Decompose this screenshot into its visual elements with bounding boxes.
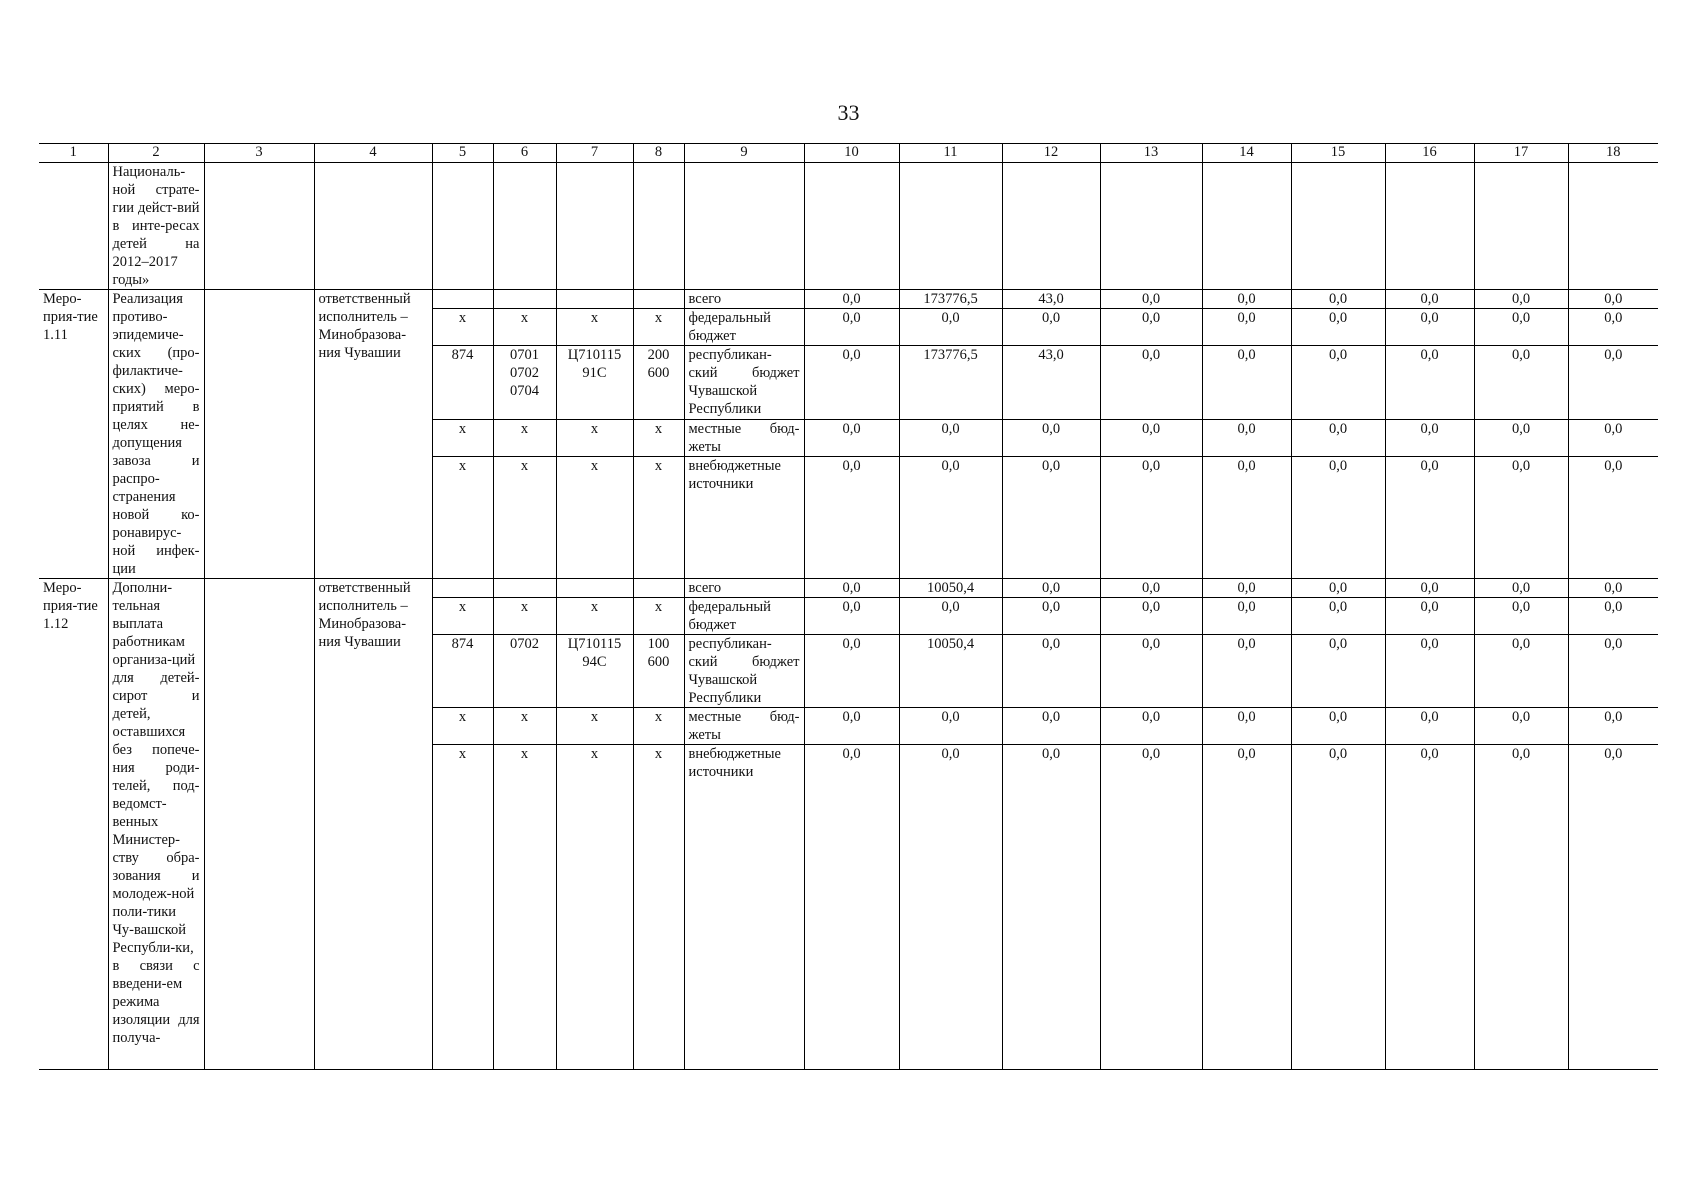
code-cell: x: [633, 457, 684, 579]
table-row: [39, 579, 1658, 598]
activity-label: Меро-прия-тие 1.11: [39, 290, 108, 579]
funding-source: республикан-ский бюджет Чувашской Республики: [684, 635, 804, 708]
amount-cell: 0,0: [1202, 708, 1291, 745]
header-cell: 9: [684, 144, 804, 163]
amount-cell: 0,0: [1385, 419, 1474, 456]
code-cell: x: [633, 419, 684, 456]
code-cell: x: [493, 708, 556, 745]
amount-cell: 0,0: [1002, 635, 1100, 708]
code-cell: x: [493, 419, 556, 456]
table-row: [39, 290, 1658, 309]
amount-cell: 0,0: [1474, 708, 1568, 745]
budget-table: [39, 143, 1658, 1070]
code-cell: x: [633, 309, 684, 346]
code-cell: Ц710115 91С: [556, 346, 633, 419]
amount-cell: 0,0: [1568, 635, 1658, 708]
funding-source: внебюджетные источники: [684, 745, 804, 1070]
amount-cell: 0,0: [899, 598, 1002, 635]
amount-cell: 10050,4: [899, 579, 1002, 598]
amount-cell: 0,0: [1474, 745, 1568, 1070]
code-cell: [432, 290, 493, 309]
header-row: [39, 144, 1658, 163]
funding-source: местные бюд-жеты: [684, 708, 804, 745]
header-cell: 1: [39, 144, 108, 163]
amount-cell: 0,0: [1568, 419, 1658, 456]
header-cell: 17: [1474, 144, 1568, 163]
executor: ответственный исполнитель – Минобразова-ния Чувашии: [314, 290, 432, 579]
amount-cell: 0,0: [1100, 290, 1202, 309]
code-cell: [493, 579, 556, 598]
code-cell: x: [493, 309, 556, 346]
amount-cell: 0,0: [804, 457, 899, 579]
funding-source: федеральный бюджет: [684, 309, 804, 346]
code-cell: x: [556, 745, 633, 1070]
header-cell: 11: [899, 144, 1002, 163]
amount-cell: 0,0: [1568, 708, 1658, 745]
funding-source: федеральный бюджет: [684, 598, 804, 635]
empty-cell: [1568, 163, 1658, 290]
empty-cell: [1291, 163, 1385, 290]
amount-cell: 0,0: [1385, 457, 1474, 579]
amount-cell: 0,0: [1291, 635, 1385, 708]
empty-cell: [204, 163, 314, 290]
amount-cell: 0,0: [899, 708, 1002, 745]
amount-cell: 0,0: [1291, 745, 1385, 1070]
code-cell: x: [432, 708, 493, 745]
amount-cell: 0,0: [899, 457, 1002, 579]
amount-cell: 0,0: [1002, 598, 1100, 635]
code-cell: 100 600: [633, 635, 684, 708]
amount-cell: 0,0: [899, 309, 1002, 346]
code-cell: x: [493, 745, 556, 1070]
code-cell: 874: [432, 346, 493, 419]
header-cell: 7: [556, 144, 633, 163]
amount-cell: 0,0: [1202, 309, 1291, 346]
amount-cell: 0,0: [1474, 419, 1568, 456]
empty-cell: [1385, 163, 1474, 290]
funding-source: республикан-ский бюджет Чувашской Республики: [684, 346, 804, 419]
amount-cell: 0,0: [1100, 457, 1202, 579]
amount-cell: 0,0: [1100, 745, 1202, 1070]
amount-cell: 0,0: [1385, 745, 1474, 1070]
code-cell: x: [633, 598, 684, 635]
code-cell: x: [432, 598, 493, 635]
empty-cell: [899, 163, 1002, 290]
amount-cell: 0,0: [1202, 346, 1291, 419]
empty-cell: [1474, 163, 1568, 290]
header-cell: 3: [204, 144, 314, 163]
amount-cell: 0,0: [1568, 290, 1658, 309]
amount-cell: 0,0: [1291, 598, 1385, 635]
amount-cell: 0,0: [1474, 346, 1568, 419]
code-cell: 0702: [493, 635, 556, 708]
empty-cell: [204, 579, 314, 1070]
code-cell: 0701 0702 0704: [493, 346, 556, 419]
amount-cell: 0,0: [1100, 419, 1202, 456]
amount-cell: 0,0: [899, 419, 1002, 456]
amount-cell: 0,0: [804, 309, 899, 346]
amount-cell: 0,0: [1202, 635, 1291, 708]
funding-source: внебюджетные источники: [684, 457, 804, 579]
code-cell: [633, 579, 684, 598]
amount-cell: 43,0: [1002, 290, 1100, 309]
amount-cell: 0,0: [1291, 346, 1385, 419]
code-cell: x: [432, 419, 493, 456]
amount-cell: 0,0: [804, 708, 899, 745]
empty-cell: [432, 163, 493, 290]
funding-source: всего: [684, 290, 804, 309]
header-cell: 5: [432, 144, 493, 163]
amount-cell: 0,0: [1568, 579, 1658, 598]
code-cell: [556, 579, 633, 598]
amount-cell: 0,0: [1002, 745, 1100, 1070]
intro-row: [39, 163, 1658, 290]
amount-cell: 0,0: [1474, 598, 1568, 635]
activity-name-continued: Националь-ной страте-гии дейст-вий в инте-ресах детей на 2012–2017 годы»: [108, 163, 204, 290]
code-cell: x: [556, 457, 633, 579]
amount-cell: 43,0: [1002, 346, 1100, 419]
code-cell: x: [556, 419, 633, 456]
amount-cell: 0,0: [1474, 290, 1568, 309]
amount-cell: 0,0: [804, 346, 899, 419]
code-cell: x: [556, 708, 633, 745]
amount-cell: 0,0: [1291, 579, 1385, 598]
code-cell: [432, 579, 493, 598]
header-cell: 2: [108, 144, 204, 163]
amount-cell: 0,0: [1385, 346, 1474, 419]
header-cell: 4: [314, 144, 432, 163]
header-cell: 6: [493, 144, 556, 163]
empty-cell: [556, 163, 633, 290]
code-cell: x: [432, 309, 493, 346]
amount-cell: 0,0: [804, 598, 899, 635]
amount-cell: 0,0: [1002, 579, 1100, 598]
amount-cell: 0,0: [1385, 309, 1474, 346]
amount-cell: 10050,4: [899, 635, 1002, 708]
amount-cell: 0,0: [1385, 708, 1474, 745]
amount-cell: 0,0: [1202, 745, 1291, 1070]
header-cell: 18: [1568, 144, 1658, 163]
code-cell: x: [556, 309, 633, 346]
header-cell: 13: [1100, 144, 1202, 163]
amount-cell: 0,0: [804, 745, 899, 1070]
amount-cell: 0,0: [804, 419, 899, 456]
amount-cell: 0,0: [1202, 290, 1291, 309]
header-cell: 10: [804, 144, 899, 163]
code-cell: Ц710115 94С: [556, 635, 633, 708]
code-cell: x: [432, 457, 493, 579]
amount-cell: 0,0: [1474, 635, 1568, 708]
empty-cell: [1202, 163, 1291, 290]
amount-cell: 0,0: [1100, 708, 1202, 745]
empty-cell: [633, 163, 684, 290]
header-cell: 16: [1385, 144, 1474, 163]
amount-cell: 0,0: [1568, 598, 1658, 635]
amount-cell: 0,0: [1002, 309, 1100, 346]
amount-cell: 0,0: [1474, 309, 1568, 346]
empty-cell: [804, 163, 899, 290]
amount-cell: 0,0: [804, 290, 899, 309]
empty-cell: [493, 163, 556, 290]
code-cell: [633, 290, 684, 309]
empty-cell: [684, 163, 804, 290]
amount-cell: 0,0: [1291, 290, 1385, 309]
code-cell: x: [556, 598, 633, 635]
amount-cell: 0,0: [1568, 309, 1658, 346]
header-cell: 14: [1202, 144, 1291, 163]
amount-cell: 0,0: [1568, 457, 1658, 579]
code-cell: 874: [432, 635, 493, 708]
empty-cell: [1100, 163, 1202, 290]
amount-cell: 0,0: [1202, 598, 1291, 635]
amount-cell: 0,0: [804, 635, 899, 708]
amount-cell: 0,0: [1100, 598, 1202, 635]
code-cell: x: [633, 745, 684, 1070]
funding-source: всего: [684, 579, 804, 598]
amount-cell: 0,0: [1291, 309, 1385, 346]
empty-cell: [1002, 163, 1100, 290]
code-cell: 200 600: [633, 346, 684, 419]
amount-cell: 0,0: [1385, 598, 1474, 635]
page-number: 33: [837, 100, 860, 125]
code-cell: [493, 290, 556, 309]
amount-cell: 0,0: [1291, 419, 1385, 456]
activity-name: Реализация противо-эпидемиче-ских (про-филактиче-ских) меро-приятий в целях не-допущения завоза и распро-странения новой ко-ронавирус-ной инфек-ции: [108, 290, 204, 579]
empty-cell: [39, 163, 108, 290]
amount-cell: 0,0: [804, 579, 899, 598]
amount-cell: 173776,5: [899, 290, 1002, 309]
amount-cell: 0,0: [1002, 419, 1100, 456]
amount-cell: 0,0: [1385, 635, 1474, 708]
amount-cell: 0,0: [1100, 579, 1202, 598]
amount-cell: 0,0: [1002, 708, 1100, 745]
code-cell: [556, 290, 633, 309]
activity-name: Дополни-тельная выплата работникам организа-ций для детей-сирот и детей, оставшихся без попече-ния роди-телей, под-ведомст-венных Министер-ству обра-зования и молодеж-ной поли-тики Чу-вашской Республи-ки, в связи с введени-ем режима изоляции для получа-: [108, 579, 204, 1070]
header-cell: 8: [633, 144, 684, 163]
activity-label: Меро-прия-тие 1.12: [39, 579, 108, 1070]
amount-cell: 173776,5: [899, 346, 1002, 419]
amount-cell: 0,0: [1100, 346, 1202, 419]
funding-source: местные бюд-жеты: [684, 419, 804, 456]
amount-cell: 0,0: [1385, 579, 1474, 598]
amount-cell: 0,0: [1002, 457, 1100, 579]
amount-cell: 0,0: [1568, 346, 1658, 419]
amount-cell: 0,0: [1100, 635, 1202, 708]
empty-cell: [314, 163, 432, 290]
code-cell: x: [633, 708, 684, 745]
code-cell: x: [493, 457, 556, 579]
executor: ответственный исполнитель – Минобразова-ния Чувашии: [314, 579, 432, 1070]
empty-cell: [204, 290, 314, 579]
amount-cell: 0,0: [1202, 419, 1291, 456]
amount-cell: 0,0: [899, 745, 1002, 1070]
header-cell: 15: [1291, 144, 1385, 163]
amount-cell: 0,0: [1474, 457, 1568, 579]
amount-cell: 0,0: [1202, 457, 1291, 579]
amount-cell: 0,0: [1291, 708, 1385, 745]
amount-cell: 0,0: [1568, 745, 1658, 1070]
code-cell: x: [432, 745, 493, 1070]
amount-cell: 0,0: [1291, 457, 1385, 579]
amount-cell: 0,0: [1474, 579, 1568, 598]
amount-cell: 0,0: [1385, 290, 1474, 309]
amount-cell: 0,0: [1202, 579, 1291, 598]
code-cell: x: [493, 598, 556, 635]
header-cell: 12: [1002, 144, 1100, 163]
amount-cell: 0,0: [1100, 309, 1202, 346]
